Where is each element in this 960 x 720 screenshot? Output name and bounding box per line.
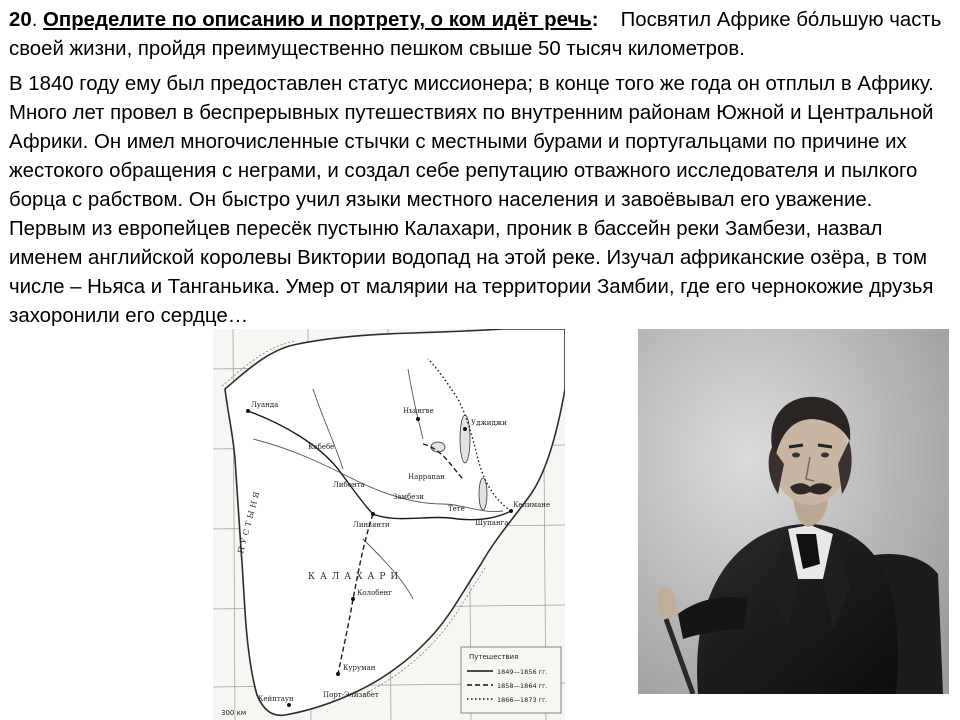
legend-title: Путешествия bbox=[469, 653, 519, 661]
label-capetown: Кейптаун bbox=[258, 695, 294, 703]
question-intro: Посвятил Африке бо́льшую часть своей жизни, пройдя преимущественно пешком свыше 50 тысяч километров. bbox=[9, 9, 942, 60]
label-nyangwe: Ньянгве bbox=[403, 407, 434, 415]
label-libonta: Либонта bbox=[333, 481, 365, 489]
question-paragraph: 20. Определите по описанию и портрету, о ком идёт речь: Посвятил Африке бо́льшую часть своей жизни, пройдя преимущественно пешком свыше 50 тысяч километров. bbox=[9, 9, 942, 60]
map-legend bbox=[461, 647, 561, 713]
question-number: 20 bbox=[9, 9, 32, 31]
map-scale bbox=[221, 709, 246, 717]
label-kalahari: КАЛАХАРИ bbox=[308, 572, 404, 582]
africa-route-map bbox=[213, 329, 565, 720]
label-kuruman: Куруман bbox=[343, 664, 376, 672]
scale-label: 300 км bbox=[221, 709, 247, 717]
label-kabebe: Кабебе bbox=[308, 443, 335, 451]
label-linyanti: Линьянти bbox=[353, 521, 390, 529]
label-narrapan: Наррапан bbox=[408, 473, 445, 481]
legend-row-3: 1866—1873 гг. bbox=[497, 696, 548, 704]
text-block bbox=[9, 6, 954, 331]
legend-row-1: 1849—1856 гг. bbox=[497, 668, 548, 676]
label-desert: ПУСТЫНЯ bbox=[236, 487, 263, 555]
portrait-photo bbox=[638, 329, 949, 694]
lake-nyasa bbox=[479, 478, 487, 510]
label-quelimane: Келимане bbox=[513, 501, 551, 509]
label-tete: Тете bbox=[448, 505, 465, 513]
label-port-elizabeth: Порт-Элизабет bbox=[323, 691, 379, 699]
label-kolobeng: Колобенг bbox=[357, 589, 392, 597]
label-zambezi: Замбези bbox=[393, 493, 424, 501]
label-ujiji: Уджиджи bbox=[471, 419, 507, 427]
description-paragraph: В 1840 году ему был предоставлен статус миссионера; в конце того же года он отплыл в Африку. Много лет провел в беспрерывных путешествиях по внутренним районам Южной и Центральной Африки. Он имел многочисленные стычки с местными бурами и португальцами по причине их жестокого обращения с неграми, и создал себе репутацию отважного исследователя и пылкого борца с рабством. Он быстро учил языки местного населения и завоёвывал его уважение. Первым из европейцев пересёк пустыню Калахари, проник в бассейн реки Замбези, назвал именем английской королевы Виктории водопад на этой реке. Изучал африканские озёра, в том числе – Ньяса и Танганьика. Умер от малярии на территории Замбии, где его чернокожие друзья захоронили его сердце… bbox=[9, 73, 934, 327]
label-luanda: Луанда bbox=[251, 401, 279, 409]
question-colon: : bbox=[591, 9, 599, 31]
legend-row-2: 1858—1864 гг. bbox=[497, 682, 548, 690]
lake-tanganyika bbox=[460, 415, 470, 463]
label-shupanga: Шупанга bbox=[475, 519, 509, 527]
lake-bangweulu bbox=[431, 442, 445, 452]
question-task: Определите по описанию и портрету, о ком идёт речь bbox=[43, 9, 592, 31]
